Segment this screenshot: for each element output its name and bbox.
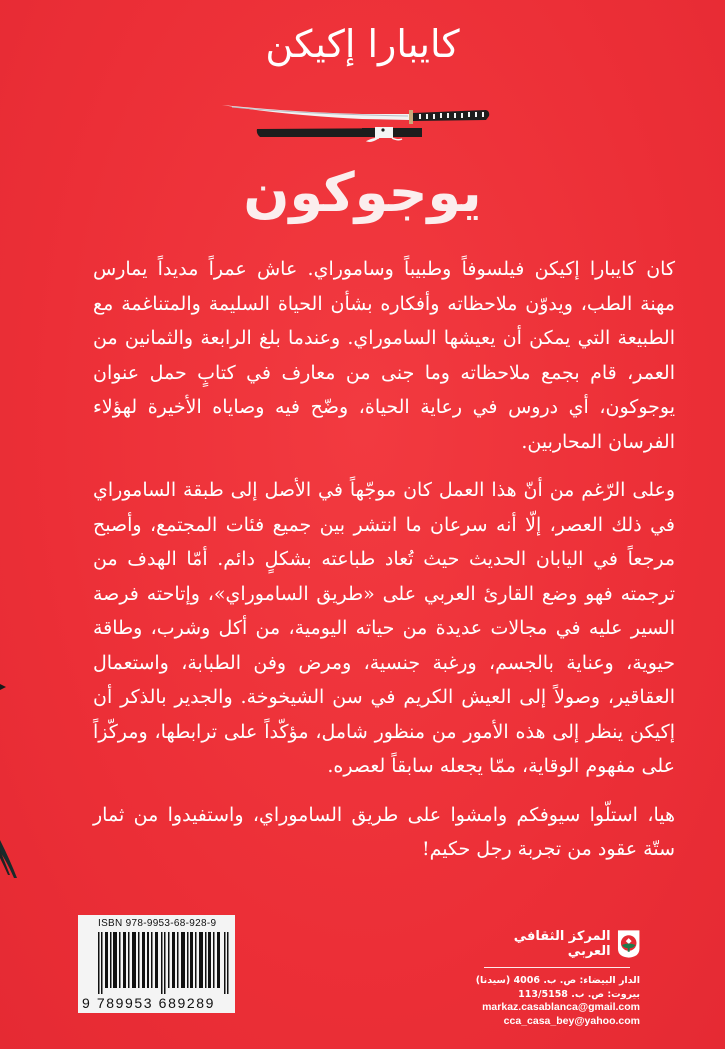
- publisher-name: المركز الثقافي العربي: [513, 929, 611, 959]
- blurb-paragraph: هيا، استلّوا سيوفكم وامشوا على طريق الساموراي، واستفيدوا من ثمار ستّة عقود من تجربة رجل حكيم!: [93, 803, 675, 860]
- blurb-paragraph: وعلى الرّغم من أنّ هذا العمل كان موجّهاً في الأصل إلى طبقة الساموراي في ذلك العصر، إلّا أنه سرعان ما انتشر بين جميع فئات المجتمع، وأصبح مرجعاً في اليابان الحديث حيث تُعاد طباعته بشكلٍ دائم. أمّا الهدف من ترجمته فهو وضع القارئ العربي على «طريق الساموراي»، وإتاحته فرصة السير عليه في مجالات عديدة من حياته اليومية، من أكل وشرب، وطاقة حيوية، وعناية بالجسم، ورغبة جنسية، ومرض وفن الطبابة، واستعمال العقاقير، وصولاً إلى العيش الكريم في سن الشيخوخة. والجدير بالذكر أن إكيكن ينظر إلى هذه الأمور من منظور شامل، مؤكّداً على ترابطها، ومركّزاً على مفهوم الوقاية، ممّا يجعله سابقاً لعصره.: [93, 479, 675, 777]
- publisher-email-1: markaz.casablanca@gmail.com: [482, 1001, 640, 1013]
- blurb-paragraph: كان كايبارا إكيكن فيلسوفاً وطبيباً وساموراي. عاش عمراً مديداً يمارس مهنة الطب، ويدوّن ملاحظاته وأفكاره بشأن الحياة السليمة والمتناغمة مع الطبيعة التي يمكن أن يعيشها الساموراي. وعندما بلغ الرابعة والثمانين من العمر، قام بجمع ملاحظاته وما جنى من معارف في كتابٍ حمل عنوان يوجوكون، أي دروس في رعاية الحياة، وضّح فيه وصاياه الأخيرة لهؤلاء الفرسان المحاربين.: [93, 258, 675, 453]
- publisher-divider: [484, 967, 630, 968]
- publisher-block: [470, 925, 640, 1025]
- isbn-barcode: [78, 915, 235, 1013]
- brush-stroke-decoration: [0, 660, 30, 880]
- book-title: يوجوكون: [243, 161, 482, 224]
- barcode-digits: 9 789953 689289: [82, 995, 215, 1011]
- author-name: كايبارا إكيكن: [265, 22, 460, 66]
- publisher-address-casablanca: الدار البيضاء: ص. ب. 4006 (سيدنا): [475, 975, 640, 986]
- publisher-address-beirut: بيروت: ص. ب. 113/5158: [518, 988, 640, 1000]
- publisher-email-2: cca_casa_bey@yahoo.com: [503, 1014, 640, 1027]
- blurb-text: [93, 252, 675, 881]
- isbn-label: ISBN 978-9953-68-928-9: [98, 918, 217, 929]
- barcode-bars-icon: [98, 932, 230, 994]
- publisher-logo-icon: [617, 929, 640, 959]
- katana-and-scabbard-icon: [222, 95, 492, 145]
